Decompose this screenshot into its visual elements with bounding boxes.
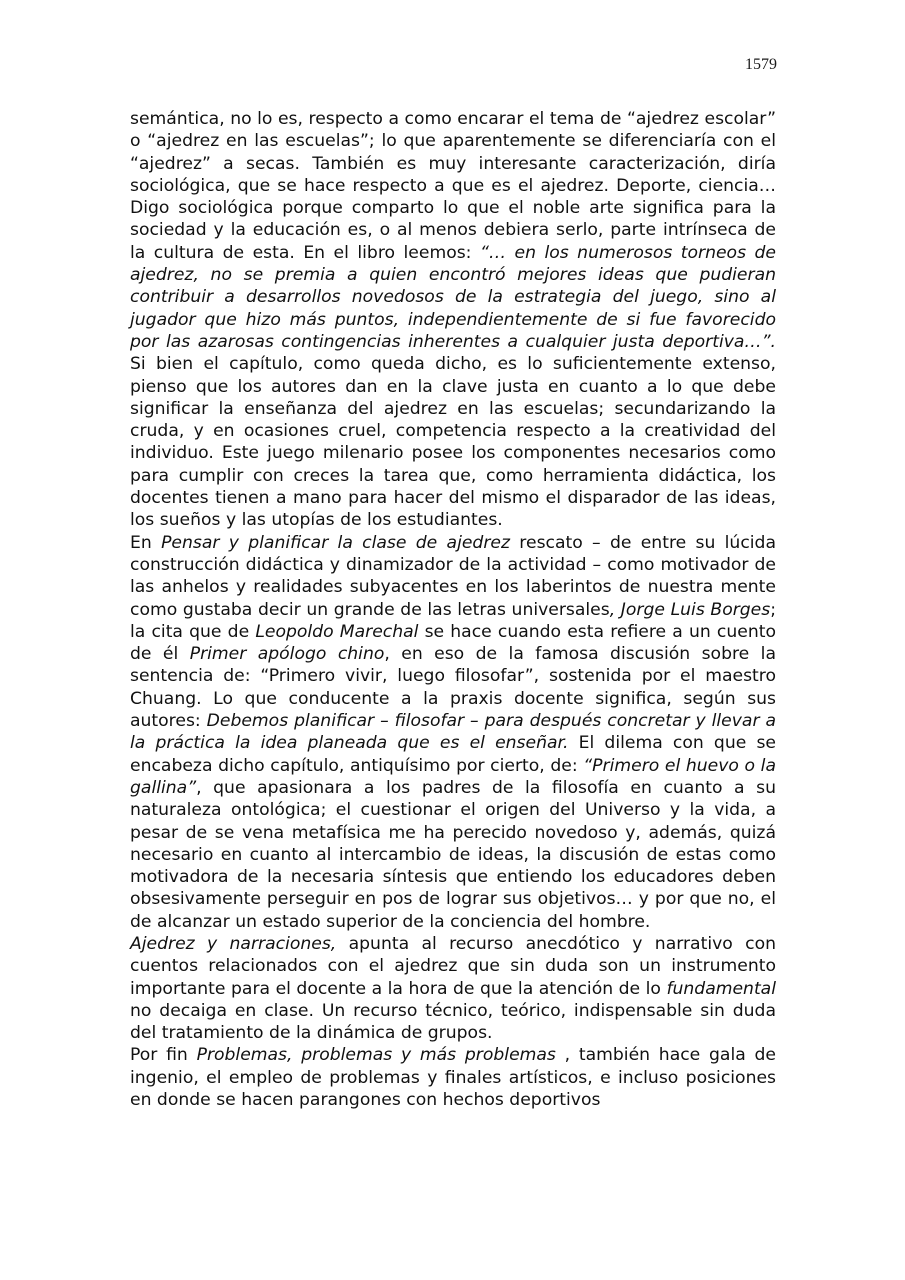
text-segment: semántica, no lo es, respecto a como encarar el tema de “ajedrez escolar” o “ajedrez en las escuelas”; lo que aparentemente se diferenciaría con el “ajedrez” a secas. También es muy interesante caracterización, diría sociológica, que se hace respecto a que es el ajedrez. Deporte, ciencia… Digo sociológica porque comparto lo que el noble arte significa para la sociedad y la educación es, o al menos debiera serlo, parte intrínseca de la cultura de esta. En el libro leemos: — [130, 109, 776, 263]
text-segment: En — [130, 532, 162, 553]
text-segment: , en eso de la famosa discusión sobre la sentencia de: “Primero vivir, luego filosofar”, sostenida por el maestro Chuang. Lo que conducente a la praxis docente significa, según sus autores: — [130, 644, 776, 732]
text-segment: El dilema con que se encabeza dicho capítulo, antiquísimo por cierto, de: — [130, 733, 776, 776]
italic-text-segment: Leopoldo Marechal — [255, 621, 419, 642]
paragraph — [130, 933, 776, 1044]
text-segment: no decaiga en clase. Un recurso técnico, teórico, indispensable sin duda del tratamiento de la dinámica de grupos. — [130, 1000, 776, 1044]
text-segment: , que apasionara a los padres de la filosofía en cuanto a su naturaleza ontológica; el cuestionar el origen del Universo y la vida, a pesar de se vena metafísica me ha perecido novedoso y, además, quizá necesario en cuanto al intercambio de ideas, la discusión de estas como motivadora de la necesaria síntesis que entiendo los educadores deben obsesivamente perseguir en pos de lograr sus objetivos… y por que no, el de alcanzar un estado superior de la conciencia del hombre. — [130, 777, 776, 932]
page-number: 1579 — [745, 56, 777, 73]
body-text — [130, 108, 776, 1111]
italic-text-segment: , Jorge Luis Borges — [609, 599, 771, 620]
italic-text-segment: “… en los numerosos torneos de ajedrez, no se premia a quien encontró mejores ideas que pudieran contribuir a desarrollos novedosos de la estrategia del juego, sino al jugador que hizo más puntos, independientemente de si fue favorecido por las azarosas contingencias inherentes a cualquier justa deportiva…”. — [130, 242, 776, 352]
italic-text-segment: Primer apólogo chino — [189, 644, 385, 665]
italic-text-segment: Debemos planificar – filosofar – para después concretar y llevar a la práctica la idea planeada que es el enseñar. — [130, 711, 777, 754]
paragraph — [130, 108, 776, 532]
text-segment: ; la cita que de — [130, 599, 777, 642]
text-segment: Por fin — [130, 1045, 197, 1066]
italic-text-segment: fundamental — [666, 978, 776, 999]
italic-text-segment: “Primero el huevo o la gallina” — [130, 755, 776, 798]
italic-text-segment: Problemas, problemas y más problemas — [196, 1045, 556, 1066]
text-segment: , también hace gala de ingenio, el empleo de problemas y finales artísticos, e incluso posiciones en donde se hacen parangones con hechos deportivos — [130, 1045, 776, 1111]
paragraph — [130, 1044, 776, 1111]
italic-text-segment: Pensar y planificar la clase de ajedrez — [161, 532, 510, 553]
text-segment: Si bien el capítulo, como queda dicho, es lo suficientemente extenso, pienso que los autores dan en la clave justa en cuanto a lo que debe significar la enseñanza del ajedrez en las escuelas; secundarizando la cruda, y en ocasiones cruel, competencia respecto a la creatividad del individuo. Este juego milenario posee los componentes necesarios como para cumplir con creces la tarea que, como herramienta didáctica, los docentes tienen a mano para hacer del mismo el disparador de las ideas, los sueños y las utopías de los estudiantes. — [130, 354, 776, 531]
text-segment: se hace cuando esta refiere a un cuento de él — [130, 621, 776, 665]
paragraph — [130, 532, 776, 933]
italic-text-segment: Ajedrez y narraciones, — [130, 933, 337, 954]
text-segment: apunta al recurso anecdótico y narrativo con cuentos relacionados con el ajedrez que sin duda son un instrumento importante para el docente a la hora de que la atención de lo — [130, 933, 776, 999]
text-segment: rescato – de entre su lúcida construcción didáctica y dinamizador de la actividad – como motivador de las anhelos y realidades subyacentes en los laberintos de nuestra mente como gustaba decir un grande de las letras universales — [130, 532, 776, 620]
